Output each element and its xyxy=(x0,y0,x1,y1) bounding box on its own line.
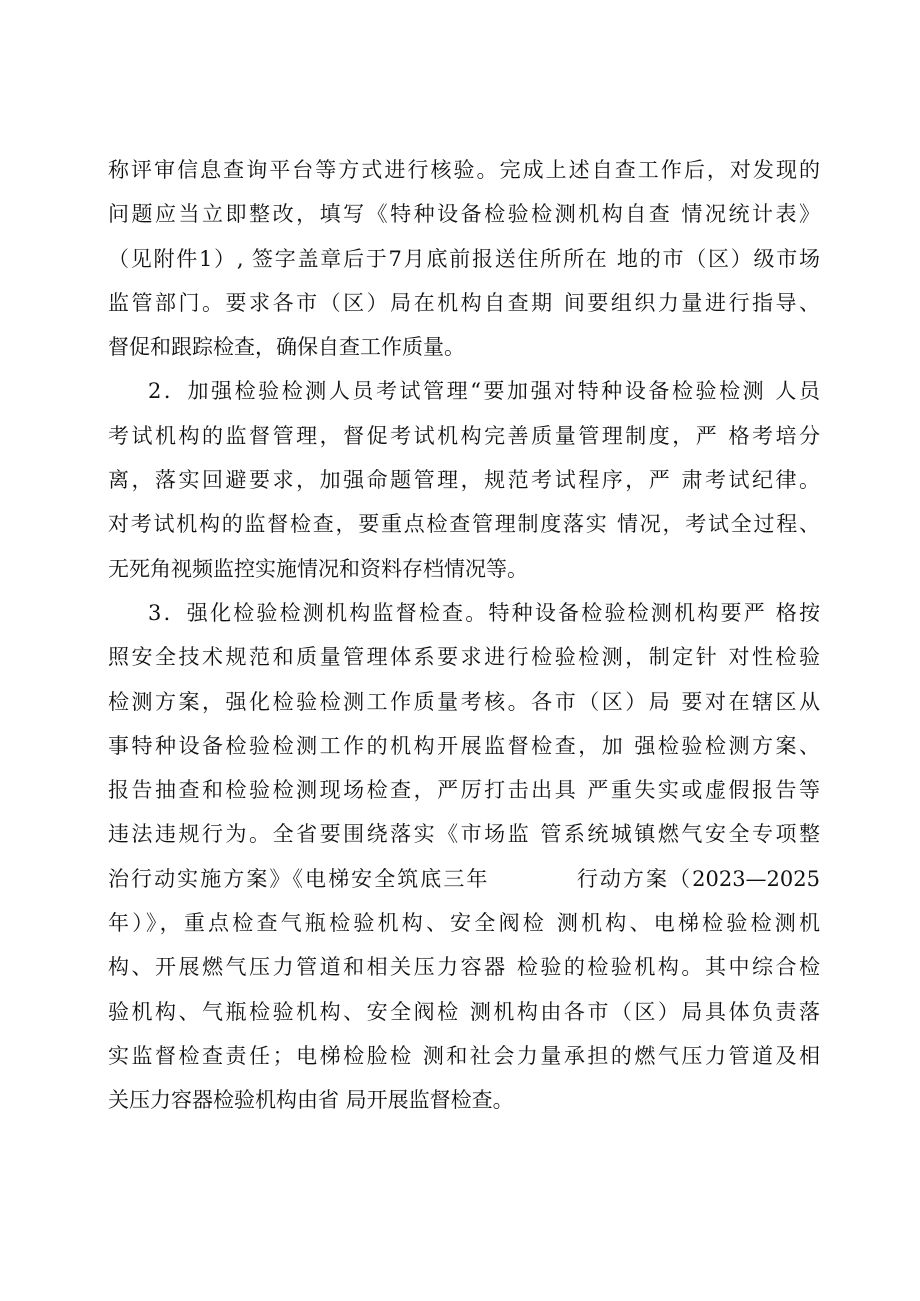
text-line: 离，落实回避要求，加强命题管理，规范考试程序，严 肃考试纪律。 xyxy=(108,468,820,493)
text-line: （见附件1）, 签字盖章后于7月底前报送住所所在 地的市（区）级市场 xyxy=(108,246,820,271)
text-line: 验机构、气瓶检验机构、安全阀检 测机构由各市（区）局具体负责落 xyxy=(108,999,820,1024)
text-line: 2．加强检验检测人员考试管理“要加强对特种设备检验检测 人员 xyxy=(148,379,820,404)
text-line: 照安全技术规范和质量管理体系要求进行检验检测，制定针 对性检验 xyxy=(108,645,820,670)
text-line: 关压力容器检验机构由省 局开展监督检查。 xyxy=(108,1088,514,1113)
document-body xyxy=(108,148,820,1123)
text-line: 事特种设备检验检测工作的机构开展监督检查，加 强检验检测方案、 xyxy=(108,733,820,758)
text-line: 称评审信息查询平台等方式进行核验。完成上述自查工作后，对发现的 xyxy=(108,158,820,182)
text-line: 报告抽查和检验检测现场检查，严厉打击出具 严重失实或虚假报告等 xyxy=(108,778,820,803)
text-line: 年）》，重点检查气瓶检验机构、安全阀检 测机构、电梯检验检测机 xyxy=(108,911,820,936)
text-line: 构、开展燃气压力管道和相关压力容器 检验的检验机构。其中综合检 xyxy=(108,955,820,980)
text-line: 违法违规行为。全省要围绕落实《市场监 管系统城镇燃气安全专项整 xyxy=(108,822,820,847)
text-line: 问题应当立即整改，填写《特种设备检验检测机构自查 情况统计表》 xyxy=(108,202,820,227)
text-line: 实监督检查责任；电梯检脸检 测和社会力量承担的燃气压力管道及相 xyxy=(108,1043,820,1068)
text-line: 对考试机构的监督检查，要重点检查管理制度落实 情况，考试全过程、 xyxy=(108,512,820,537)
text-line: 治行动实施方案》《电梯安全筑底三年 行动方案（2023—2025 xyxy=(108,866,820,891)
text-line: 考试机构的监督管理，督促考试机构完善质量管理制度，严 格考培分 xyxy=(108,423,820,448)
text-line: 督促和跟踪检查，确保自查工作质量。 xyxy=(108,335,465,360)
text-line: 检测方案，强化检验检测工作质量考核。各市（区）局 要对在辖区从 xyxy=(108,689,820,714)
text-line: 监管部门。要求各市（区）局在机构自查期 间要组织力量进行指导、 xyxy=(108,290,820,315)
text-line: 3．强化检验检测机构监督检查。特种设备检验检测机构要严 格按 xyxy=(148,600,820,625)
text-line: 无死角视频监控实施情况和资料存档情况等。 xyxy=(108,556,528,581)
